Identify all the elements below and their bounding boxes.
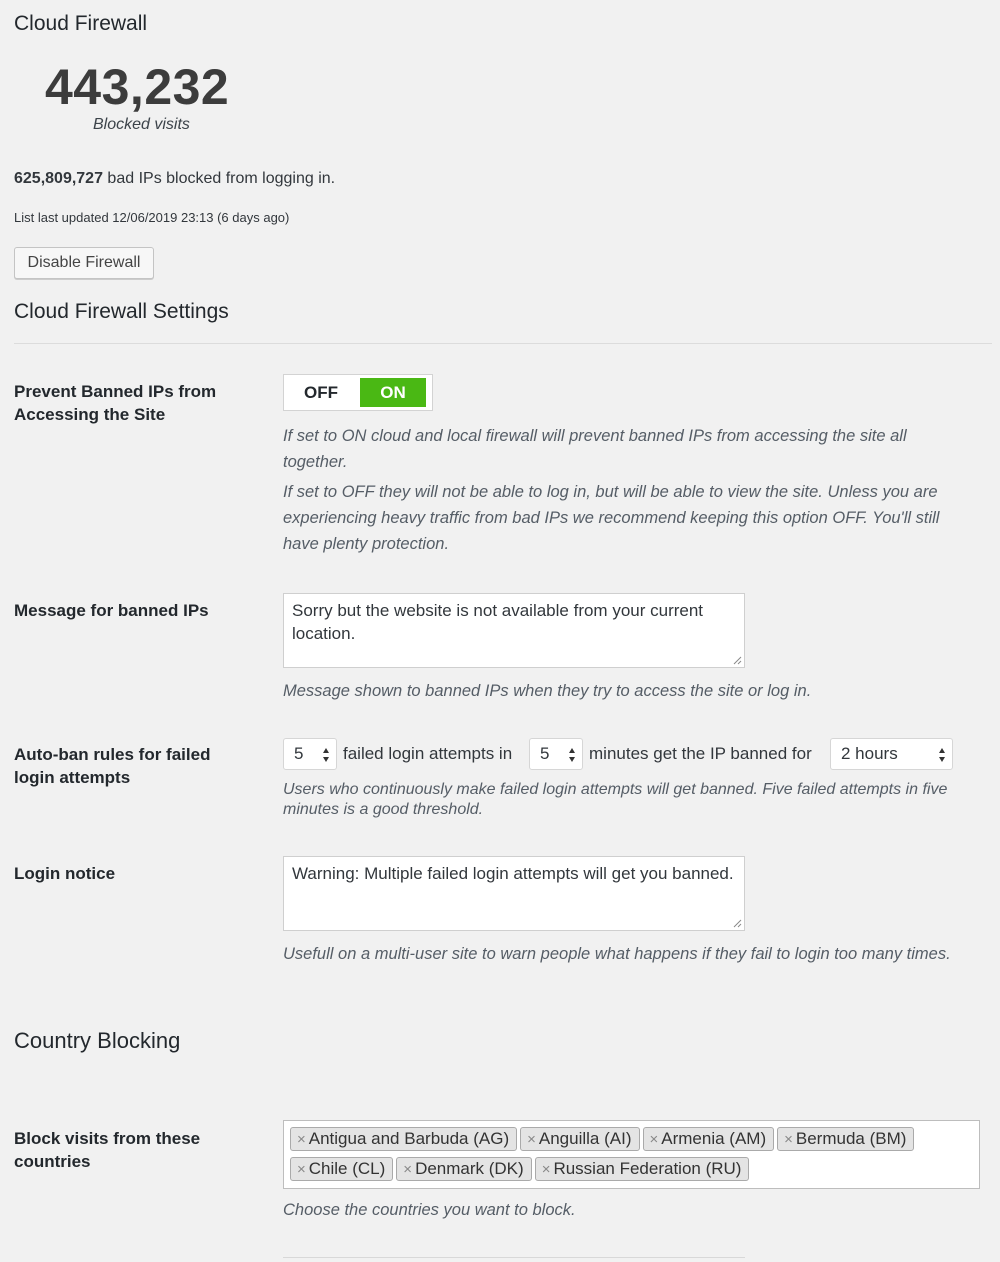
country-chip-label: Bermuda (BM) xyxy=(795,1129,907,1148)
bad-ips-count: 625,809,727 xyxy=(14,170,103,187)
prevent-banned-desc-on: If set to ON cloud and local firewall will prevent banned IPs from accessing the site all together. xyxy=(283,427,907,471)
resize-grip-icon[interactable] xyxy=(733,656,742,665)
country-chip[interactable] xyxy=(520,1127,639,1151)
banned-message-desc: Message shown to banned IPs when they try to access the site or log in. xyxy=(283,682,812,700)
country-blocking-title: Country Blocking xyxy=(14,1028,181,1053)
minutes-value: 5 xyxy=(540,744,550,763)
country-chip[interactable] xyxy=(290,1157,393,1181)
remove-chip-icon[interactable]: × xyxy=(527,1131,536,1148)
autoban-text-attempts: failed login attempts in xyxy=(343,744,513,763)
bad-ips-summary xyxy=(14,170,335,188)
remove-chip-icon[interactable]: × xyxy=(297,1131,306,1148)
country-chip-label: Chile (CL) xyxy=(308,1159,386,1178)
settings-divider xyxy=(14,343,992,344)
resize-grip-icon[interactable] xyxy=(733,919,742,928)
prevent-banned-toggle[interactable] xyxy=(283,374,433,411)
country-chip[interactable] xyxy=(643,1127,775,1151)
select-arrows-icon xyxy=(322,747,330,763)
next-field-edge xyxy=(283,1257,745,1258)
remove-chip-icon[interactable]: × xyxy=(297,1161,306,1178)
block-countries-label: Block visits from these countries xyxy=(14,1129,201,1171)
blocked-visits-count: 443,232 xyxy=(45,59,230,115)
autoban-label: Auto-ban rules for failed login attempts xyxy=(14,745,211,787)
remove-chip-icon[interactable]: × xyxy=(649,1131,659,1148)
attempts-value: 5 xyxy=(294,744,304,763)
bad-ips-text: bad IPs blocked from logging in. xyxy=(102,170,336,187)
toggle-on-option[interactable]: ON xyxy=(360,378,426,407)
select-arrows-icon xyxy=(938,747,946,763)
minutes-select[interactable] xyxy=(529,738,583,770)
prevent-banned-label: Prevent Banned IPs from Accessing the Site xyxy=(14,382,217,424)
login-notice-textarea[interactable] xyxy=(283,856,745,931)
autoban-desc: Users who continuously make failed login attempts will get banned. Five failed attempts in five minutes is a good threshold. xyxy=(283,781,948,818)
country-chip-label: Anguilla (AI) xyxy=(538,1129,632,1148)
page-title: Cloud Firewall xyxy=(14,12,148,35)
login-notice-value: Warning: Multiple failed login attempts will get you banned. xyxy=(292,864,734,883)
blocked-visits-label: Blocked visits xyxy=(93,116,190,133)
block-countries-desc: Choose the countries you want to block. xyxy=(283,1201,576,1219)
banned-message-label: Message for banned IPs xyxy=(14,601,209,620)
select-arrows-icon xyxy=(568,747,576,763)
remove-chip-icon[interactable]: × xyxy=(403,1161,413,1178)
country-chip[interactable] xyxy=(396,1157,531,1181)
country-chip-label: Antigua and Barbuda (AG) xyxy=(308,1129,510,1148)
country-chip-label: Armenia (AM) xyxy=(661,1129,767,1148)
attempts-select[interactable] xyxy=(283,738,337,770)
login-notice-label: Login notice xyxy=(14,864,116,883)
settings-title: Cloud Firewall Settings xyxy=(14,300,229,323)
disable-firewall-button[interactable]: Disable Firewall xyxy=(14,247,154,279)
country-chip[interactable] xyxy=(777,1127,914,1151)
banned-message-textarea[interactable] xyxy=(283,593,745,668)
remove-chip-icon[interactable]: × xyxy=(784,1131,793,1148)
autoban-text-minutes: minutes get the IP banned for xyxy=(589,744,812,763)
countries-multiselect[interactable] xyxy=(283,1120,980,1189)
country-chip[interactable] xyxy=(290,1127,517,1151)
toggle-off-option[interactable]: OFF xyxy=(304,382,338,402)
country-chip-label: Denmark (DK) xyxy=(415,1159,524,1178)
login-notice-desc: Usefull on a multi-user site to warn people what happens if they fail to login too many times. xyxy=(283,945,951,963)
list-last-updated: List last updated 12/06/2019 23:13 (6 days ago) xyxy=(14,210,290,225)
remove-chip-icon[interactable]: × xyxy=(541,1161,551,1178)
prevent-banned-desc-off: If set to OFF they will not be able to log in, but will be able to view the site. Unless you are experiencing heavy traffic from bad IPs we recommend keeping this option OFF. You'll still have plenty protection. xyxy=(283,483,940,553)
country-chip[interactable] xyxy=(535,1157,750,1181)
ban-duration-select[interactable] xyxy=(830,738,953,770)
banned-message-value: Sorry but the website is not available from your current location. xyxy=(292,601,704,643)
country-chip-label: Russian Federation (RU) xyxy=(553,1159,742,1178)
ban-duration-value: 2 hours xyxy=(841,744,898,763)
